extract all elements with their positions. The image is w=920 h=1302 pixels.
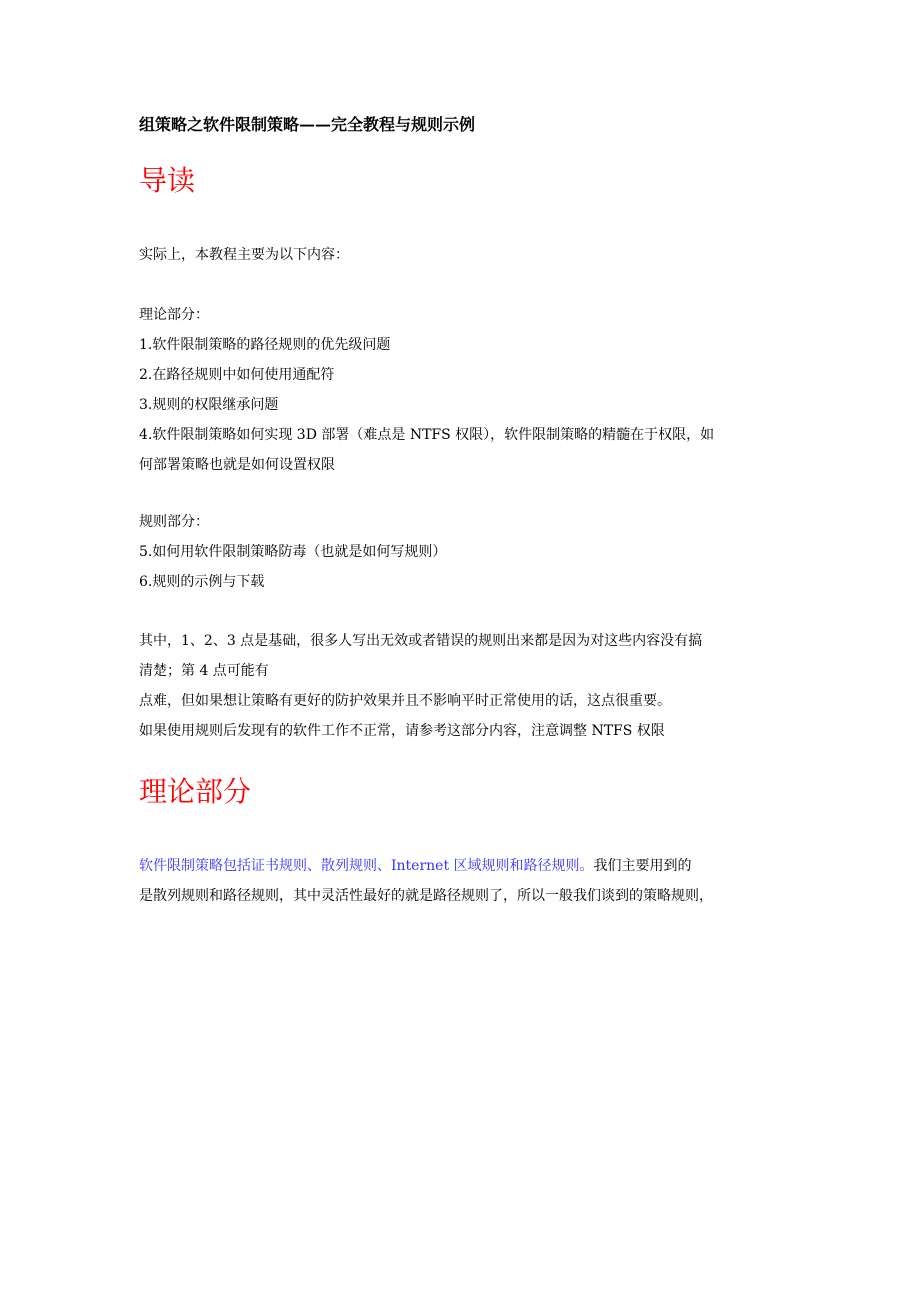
note-paragraph <box>139 626 702 746</box>
rules-list <box>139 507 446 597</box>
list-item: 5.如何用软件限制策略防毒（也就是如何写规则） <box>139 544 447 560</box>
list-item: 6.规则的示例与下载 <box>139 574 265 590</box>
section-heading-theory: 理论部分 <box>139 775 252 808</box>
list-item-continuation: 何部署策略也就是如何设置权限 <box>139 457 335 473</box>
theory-list <box>139 300 714 480</box>
note-line: 点难，但如果想让策略有更好的防护效果并且不影响平时正常使用的话，这点很重要。 <box>139 693 671 709</box>
theory-paragraph-line-1 <box>139 851 713 881</box>
document-title: 组策略之软件限制策略——完全教程与规则示例 <box>139 115 476 134</box>
note-line: 清楚；第 4 点可能有 <box>139 663 269 679</box>
list-item: 4.软件限制策略如何实现 3D 部署（难点是 NTFS 权限），软件限制策略的精髓在于权限，如 <box>139 427 715 443</box>
theory-paragraph <box>139 851 713 911</box>
theory-label: 理论部分： <box>139 307 209 323</box>
rules-label: 规则部分： <box>139 514 209 530</box>
intro-paragraph <box>139 240 349 270</box>
list-item: 3.规则的权限继承问题 <box>139 397 279 413</box>
intro-line: 实际上，本教程主要为以下内容： <box>139 247 349 263</box>
list-item: 2.在路径规则中如何使用通配符 <box>139 367 335 383</box>
list-item: 1.软件限制策略的路径规则的优先级问题 <box>139 337 391 353</box>
note-line: 如果使用规则后发现有的软件工作不正常，请参考这部分内容，注意调整 NTFS 权限 <box>139 723 665 739</box>
rule-types-link[interactable]: 软件限制策略包括证书规则、散列规则、Internet 区域规则和路径规则。 <box>139 858 594 874</box>
theory-paragraph-line-2: 是散列规则和路径规则，其中灵活性最好的就是路径规则了，所以一般我们谈到的策略规则， <box>139 888 713 904</box>
note-line: 其中，1、2、3 点是基础，很多人写出无效或者错误的规则出来都是因为对这些内容没有搞 <box>139 633 703 649</box>
section-heading-intro: 导读 <box>139 164 196 197</box>
theory-paragraph-text: 我们主要用到的 <box>593 858 692 874</box>
